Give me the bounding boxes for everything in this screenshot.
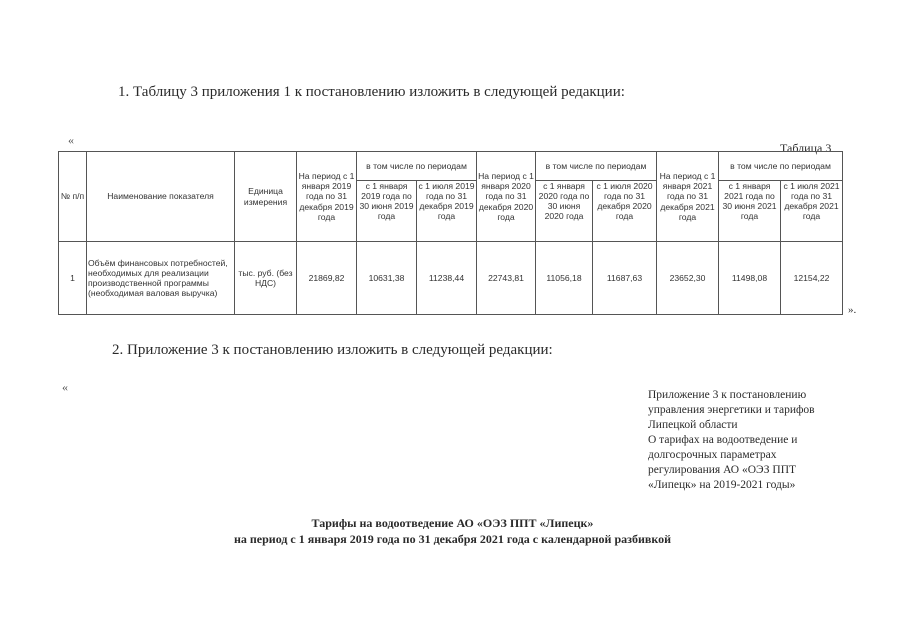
header-h2-2019: с 1 июля 2019 года по 31 декабря 2019 года [417, 181, 477, 242]
appendix-line: О тарифах на водоотведение и [648, 434, 798, 446]
item-2-text: 2. Приложение 3 к постановлению изложить в следующей редакции: [112, 342, 553, 358]
document-title-line-1: Тарифы на водоотведение АО «ОЭЗ ППТ «Липецк» [311, 516, 594, 530]
close-quote: ». [848, 304, 857, 316]
cell-value-h2-2019: 11238,44 [417, 242, 477, 315]
header-incl-2021: в том числе по периодам [719, 152, 843, 181]
cell-value-2021: 23652,30 [657, 242, 719, 315]
open-quote-2: « [62, 380, 68, 394]
cell-value-h1-2019: 10631,38 [357, 242, 417, 315]
item-1-text: 1. Таблицу 3 приложения 1 к постановлению изложить в следующей редакции: [118, 84, 625, 100]
open-quote: « [68, 133, 74, 147]
appendix-note [648, 388, 868, 493]
cell-name: Объём финансовых потребностей, необходимых для реализации производственной программы (необходимая валовая выручка) [87, 242, 235, 315]
header-h2-2021: с 1 июля 2021 года по 31 декабря 2021 года [781, 181, 843, 242]
cell-value-h1-2021: 11498,08 [719, 242, 781, 315]
table-row [59, 242, 843, 315]
cell-value-h2-2021: 12154,22 [781, 242, 843, 315]
header-period-2019: На период с 1 января 2019 года по 31 декабря 2019 года [297, 152, 357, 242]
header-period-2020: На период с 1 января 2020 года по 31 декабря 2020 года [477, 152, 536, 242]
header-h2-2020: с 1 июля 2020 года по 31 декабря 2020 года [593, 181, 657, 242]
header-incl-2020: в том числе по периодам [536, 152, 657, 181]
cell-value-2020: 22743,81 [477, 242, 536, 315]
document-title-line-2: на период с 1 января 2019 года по 31 декабря 2021 года с календарной разбивкой [233, 532, 672, 546]
header-unit: Единица измерения [235, 152, 297, 242]
appendix-line: Липецкой области [648, 419, 738, 431]
header-h1-2020: с 1 января 2020 года по 30 июня 2020 года [536, 181, 593, 242]
tariff-table [58, 151, 843, 315]
header-incl-2019: в том числе по периодам [357, 152, 477, 181]
cell-value-2019: 21869,82 [297, 242, 357, 315]
cell-unit: тыс. руб. (без НДС) [235, 242, 297, 315]
header-period-2021: На период с 1 января 2021 года по 31 декабря 2021 года [657, 152, 719, 242]
appendix-line: Приложение 3 к постановлению [648, 389, 807, 401]
cell-num: 1 [59, 242, 87, 315]
header-num: № п/п [59, 152, 87, 242]
appendix-line: «Липецк» на 2019-2021 годы» [648, 479, 796, 491]
appendix-line: долгосрочных параметрах [648, 449, 777, 461]
table-label: Таблица 3 [780, 141, 832, 155]
cell-value-h2-2020: 11687,63 [593, 242, 657, 315]
appendix-line: управления энергетики и тарифов [648, 404, 815, 416]
header-name: Наименование показателя [87, 152, 235, 242]
appendix-line: регулирования АО «ОЭЗ ППТ [648, 464, 797, 476]
header-row-1 [59, 152, 843, 181]
header-h1-2021: с 1 января 2021 года по 30 июня 2021 года [719, 181, 781, 242]
cell-value-h1-2020: 11056,18 [536, 242, 593, 315]
header-h1-2019: с 1 января 2019 года по 30 июня 2019 года [357, 181, 417, 242]
